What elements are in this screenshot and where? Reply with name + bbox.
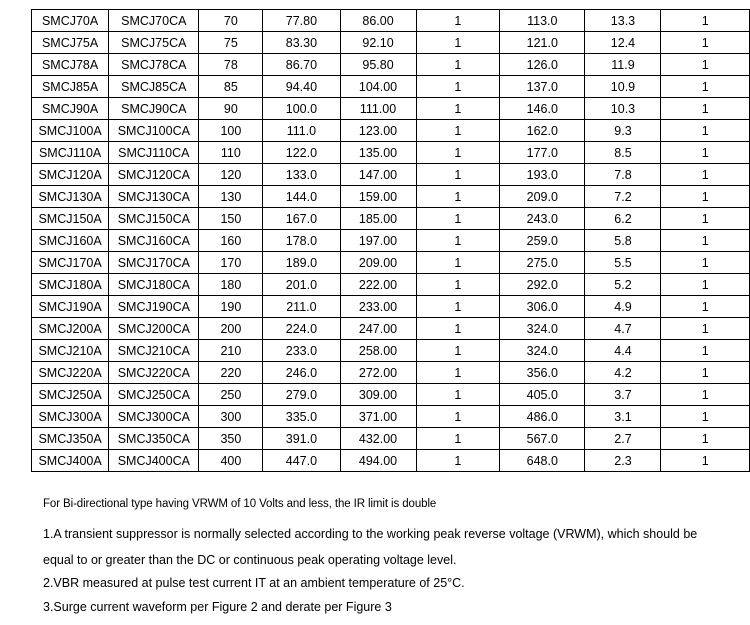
table-cell: SMCJ90CA: [109, 98, 199, 120]
table-cell: 222.00: [340, 274, 416, 296]
table-cell: 1: [416, 164, 500, 186]
table-cell: 324.0: [500, 340, 585, 362]
table-cell: 233.00: [340, 296, 416, 318]
table-cell: 292.0: [500, 274, 585, 296]
table-cell: 104.00: [340, 76, 416, 98]
table-cell: 160: [199, 230, 263, 252]
table-cell: 77.80: [263, 10, 340, 32]
table-cell: 1: [661, 296, 750, 318]
table-cell: SMCJ70A: [32, 10, 109, 32]
table-cell: 259.0: [500, 230, 585, 252]
table-cell: 120: [199, 164, 263, 186]
table-cell: 167.0: [263, 208, 340, 230]
table-cell: 147.00: [340, 164, 416, 186]
table-cell: 170: [199, 252, 263, 274]
table-cell: 1: [416, 10, 500, 32]
table-cell: 1: [661, 362, 750, 384]
table-cell: 3.7: [585, 384, 661, 406]
table-cell: 1: [661, 98, 750, 120]
table-cell: 567.0: [500, 428, 585, 450]
table-cell: 1: [416, 296, 500, 318]
note-1-line-1: 1.A transient suppressor is normally selected according to the working peak reverse voltage (VRWM), which should be: [43, 527, 698, 541]
table-cell: 5.5: [585, 252, 661, 274]
table-cell: SMCJ110A: [32, 142, 109, 164]
table-cell: 1: [416, 384, 500, 406]
table-cell: 130: [199, 186, 263, 208]
table-row: [32, 98, 750, 120]
table-cell: 12.4: [585, 32, 661, 54]
table-cell: 209.0: [500, 186, 585, 208]
table-cell: 1: [416, 98, 500, 120]
table-cell: 135.00: [340, 142, 416, 164]
table-cell: 1: [416, 362, 500, 384]
table-cell: 1: [661, 186, 750, 208]
table-cell: 2.3: [585, 450, 661, 472]
table-cell: 220: [199, 362, 263, 384]
table-row: [32, 450, 750, 472]
table-row: [32, 252, 750, 274]
table-cell: 86.70: [263, 54, 340, 76]
table-cell: SMCJ120A: [32, 164, 109, 186]
table-cell: 1: [661, 274, 750, 296]
table-cell: 1: [661, 428, 750, 450]
table-cell: 110: [199, 142, 263, 164]
table-cell: 1: [416, 186, 500, 208]
table-cell: 177.0: [500, 142, 585, 164]
table-cell: 350: [199, 428, 263, 450]
table-cell: 100.0: [263, 98, 340, 120]
table-cell: SMCJ100A: [32, 120, 109, 142]
table-cell: 1: [416, 318, 500, 340]
table-cell: 1: [661, 120, 750, 142]
table-cell: 123.00: [340, 120, 416, 142]
table-cell: 122.0: [263, 142, 340, 164]
table-cell: 246.0: [263, 362, 340, 384]
table-cell: 83.30: [263, 32, 340, 54]
table-cell: 7.8: [585, 164, 661, 186]
table-cell: 111.00: [340, 98, 416, 120]
table-cell: 1: [416, 54, 500, 76]
table-cell: 121.0: [500, 32, 585, 54]
table-cell: 1: [661, 340, 750, 362]
table-cell: 1: [416, 340, 500, 362]
table-cell: 159.00: [340, 186, 416, 208]
table-cell: 1: [416, 142, 500, 164]
table-cell: SMCJ130A: [32, 186, 109, 208]
table-cell: SMCJ200CA: [109, 318, 199, 340]
table-cell: 1: [416, 252, 500, 274]
table-cell: 178.0: [263, 230, 340, 252]
table-cell: 111.0: [263, 120, 340, 142]
table-cell: SMCJ75A: [32, 32, 109, 54]
spec-table-body: [32, 10, 750, 472]
table-cell: 1: [661, 450, 750, 472]
table-cell: 92.10: [340, 32, 416, 54]
table-cell: SMCJ78CA: [109, 54, 199, 76]
table-cell: 1: [416, 230, 500, 252]
table-cell: SMCJ180CA: [109, 274, 199, 296]
table-cell: 4.7: [585, 318, 661, 340]
table-cell: 3.1: [585, 406, 661, 428]
table-cell: SMCJ400CA: [109, 450, 199, 472]
table-row: [32, 186, 750, 208]
table-cell: SMCJ110CA: [109, 142, 199, 164]
table-cell: 1: [661, 10, 750, 32]
table-cell: 1: [661, 252, 750, 274]
table-cell: SMCJ300CA: [109, 406, 199, 428]
table-cell: 211.0: [263, 296, 340, 318]
table-cell: 494.00: [340, 450, 416, 472]
table-row: [32, 208, 750, 230]
table-cell: 309.00: [340, 384, 416, 406]
table-row: [32, 32, 750, 54]
table-cell: 279.0: [263, 384, 340, 406]
table-cell: 200: [199, 318, 263, 340]
table-cell: 243.0: [500, 208, 585, 230]
table-cell: 1: [416, 406, 500, 428]
table-row: [32, 296, 750, 318]
table-cell: 1: [661, 230, 750, 252]
table-cell: SMCJ350CA: [109, 428, 199, 450]
table-cell: 400: [199, 450, 263, 472]
table-cell: 306.0: [500, 296, 585, 318]
table-cell: 300: [199, 406, 263, 428]
table-cell: 5.2: [585, 274, 661, 296]
table-cell: 4.2: [585, 362, 661, 384]
table-cell: 250: [199, 384, 263, 406]
table-cell: SMCJ70CA: [109, 10, 199, 32]
table-cell: 1: [661, 406, 750, 428]
note-3: 3.Surge current waveform per Figure 2 and derate per Figure 3: [43, 600, 392, 614]
table-row: [32, 120, 750, 142]
table-row: [32, 274, 750, 296]
spec-table: [31, 9, 750, 472]
table-cell: 371.00: [340, 406, 416, 428]
table-cell: 335.0: [263, 406, 340, 428]
table-cell: SMCJ85CA: [109, 76, 199, 98]
table-cell: 324.0: [500, 318, 585, 340]
table-cell: 272.00: [340, 362, 416, 384]
bidirectional-note: For Bi-directional type having VRWM of 10 Volts and less, the IR limit is double: [43, 498, 437, 510]
table-cell: 275.0: [500, 252, 585, 274]
table-cell: SMCJ250A: [32, 384, 109, 406]
table-cell: SMCJ200A: [32, 318, 109, 340]
table-row: [32, 230, 750, 252]
table-row: [32, 428, 750, 450]
table-cell: 486.0: [500, 406, 585, 428]
table-cell: 144.0: [263, 186, 340, 208]
table-cell: 5.8: [585, 230, 661, 252]
table-row: [32, 164, 750, 186]
table-cell: 356.0: [500, 362, 585, 384]
table-cell: 146.0: [500, 98, 585, 120]
table-cell: SMCJ160CA: [109, 230, 199, 252]
table-cell: 4.4: [585, 340, 661, 362]
table-cell: 1: [661, 54, 750, 76]
table-cell: 94.40: [263, 76, 340, 98]
table-cell: SMCJ210A: [32, 340, 109, 362]
table-cell: SMCJ220CA: [109, 362, 199, 384]
table-cell: 180: [199, 274, 263, 296]
table-cell: 113.0: [500, 10, 585, 32]
table-cell: 197.00: [340, 230, 416, 252]
table-cell: 78: [199, 54, 263, 76]
table-cell: 75: [199, 32, 263, 54]
table-cell: 86.00: [340, 10, 416, 32]
table-cell: 1: [416, 428, 500, 450]
table-cell: 11.9: [585, 54, 661, 76]
table-cell: 95.80: [340, 54, 416, 76]
table-row: [32, 318, 750, 340]
table-cell: 10.9: [585, 76, 661, 98]
table-cell: 1: [661, 208, 750, 230]
table-cell: 185.00: [340, 208, 416, 230]
table-cell: SMCJ75CA: [109, 32, 199, 54]
table-cell: 209.00: [340, 252, 416, 274]
table-cell: 8.5: [585, 142, 661, 164]
table-cell: SMCJ220A: [32, 362, 109, 384]
table-cell: SMCJ120CA: [109, 164, 199, 186]
table-cell: 70: [199, 10, 263, 32]
table-cell: SMCJ150A: [32, 208, 109, 230]
table-cell: 9.3: [585, 120, 661, 142]
table-cell: 1: [661, 142, 750, 164]
table-cell: 10.3: [585, 98, 661, 120]
table-row: [32, 340, 750, 362]
table-cell: SMCJ250CA: [109, 384, 199, 406]
table-cell: 137.0: [500, 76, 585, 98]
table-cell: SMCJ210CA: [109, 340, 199, 362]
table-cell: 13.3: [585, 10, 661, 32]
table-cell: 258.00: [340, 340, 416, 362]
table-cell: 233.0: [263, 340, 340, 362]
table-cell: SMCJ150CA: [109, 208, 199, 230]
table-cell: SMCJ90A: [32, 98, 109, 120]
table-cell: 1: [416, 76, 500, 98]
table-cell: SMCJ180A: [32, 274, 109, 296]
table-cell: SMCJ130CA: [109, 186, 199, 208]
table-cell: SMCJ160A: [32, 230, 109, 252]
table-cell: 189.0: [263, 252, 340, 274]
table-cell: 162.0: [500, 120, 585, 142]
table-cell: 6.2: [585, 208, 661, 230]
table-cell: 224.0: [263, 318, 340, 340]
table-cell: 210: [199, 340, 263, 362]
table-row: [32, 76, 750, 98]
table-row: [32, 10, 750, 32]
table-cell: 1: [661, 32, 750, 54]
table-cell: SMCJ78A: [32, 54, 109, 76]
table-cell: 1: [416, 450, 500, 472]
table-cell: 2.7: [585, 428, 661, 450]
table-cell: 7.2: [585, 186, 661, 208]
table-cell: 4.9: [585, 296, 661, 318]
table-cell: SMCJ100CA: [109, 120, 199, 142]
table-cell: 190: [199, 296, 263, 318]
table-cell: SMCJ300A: [32, 406, 109, 428]
table-cell: SMCJ350A: [32, 428, 109, 450]
table-cell: 1: [416, 120, 500, 142]
table-cell: 1: [416, 32, 500, 54]
table-row: [32, 142, 750, 164]
table-cell: 193.0: [500, 164, 585, 186]
table-cell: 1: [661, 76, 750, 98]
table-cell: 133.0: [263, 164, 340, 186]
table-cell: 247.00: [340, 318, 416, 340]
table-cell: 126.0: [500, 54, 585, 76]
table-cell: SMCJ170A: [32, 252, 109, 274]
table-cell: 447.0: [263, 450, 340, 472]
table-cell: SMCJ190A: [32, 296, 109, 318]
table-cell: SMCJ190CA: [109, 296, 199, 318]
table-cell: 100: [199, 120, 263, 142]
table-row: [32, 54, 750, 76]
table-cell: 648.0: [500, 450, 585, 472]
table-cell: 150: [199, 208, 263, 230]
table-cell: SMCJ85A: [32, 76, 109, 98]
table-cell: 391.0: [263, 428, 340, 450]
table-cell: 85: [199, 76, 263, 98]
table-row: [32, 362, 750, 384]
table-row: [32, 406, 750, 428]
table-cell: 432.00: [340, 428, 416, 450]
table-cell: 201.0: [263, 274, 340, 296]
table-cell: 1: [661, 384, 750, 406]
table-cell: 1: [661, 164, 750, 186]
table-row: [32, 384, 750, 406]
table-cell: 1: [416, 274, 500, 296]
note-2: 2.VBR measured at pulse test current IT at an ambient temperature of 25°C.: [43, 576, 465, 590]
note-1-line-2: equal to or greater than the DC or continuous peak operating voltage level.: [43, 553, 457, 567]
table-cell: SMCJ170CA: [109, 252, 199, 274]
table-cell: 405.0: [500, 384, 585, 406]
table-cell: 1: [416, 208, 500, 230]
table-cell: 90: [199, 98, 263, 120]
table-cell: SMCJ400A: [32, 450, 109, 472]
table-cell: 1: [661, 318, 750, 340]
